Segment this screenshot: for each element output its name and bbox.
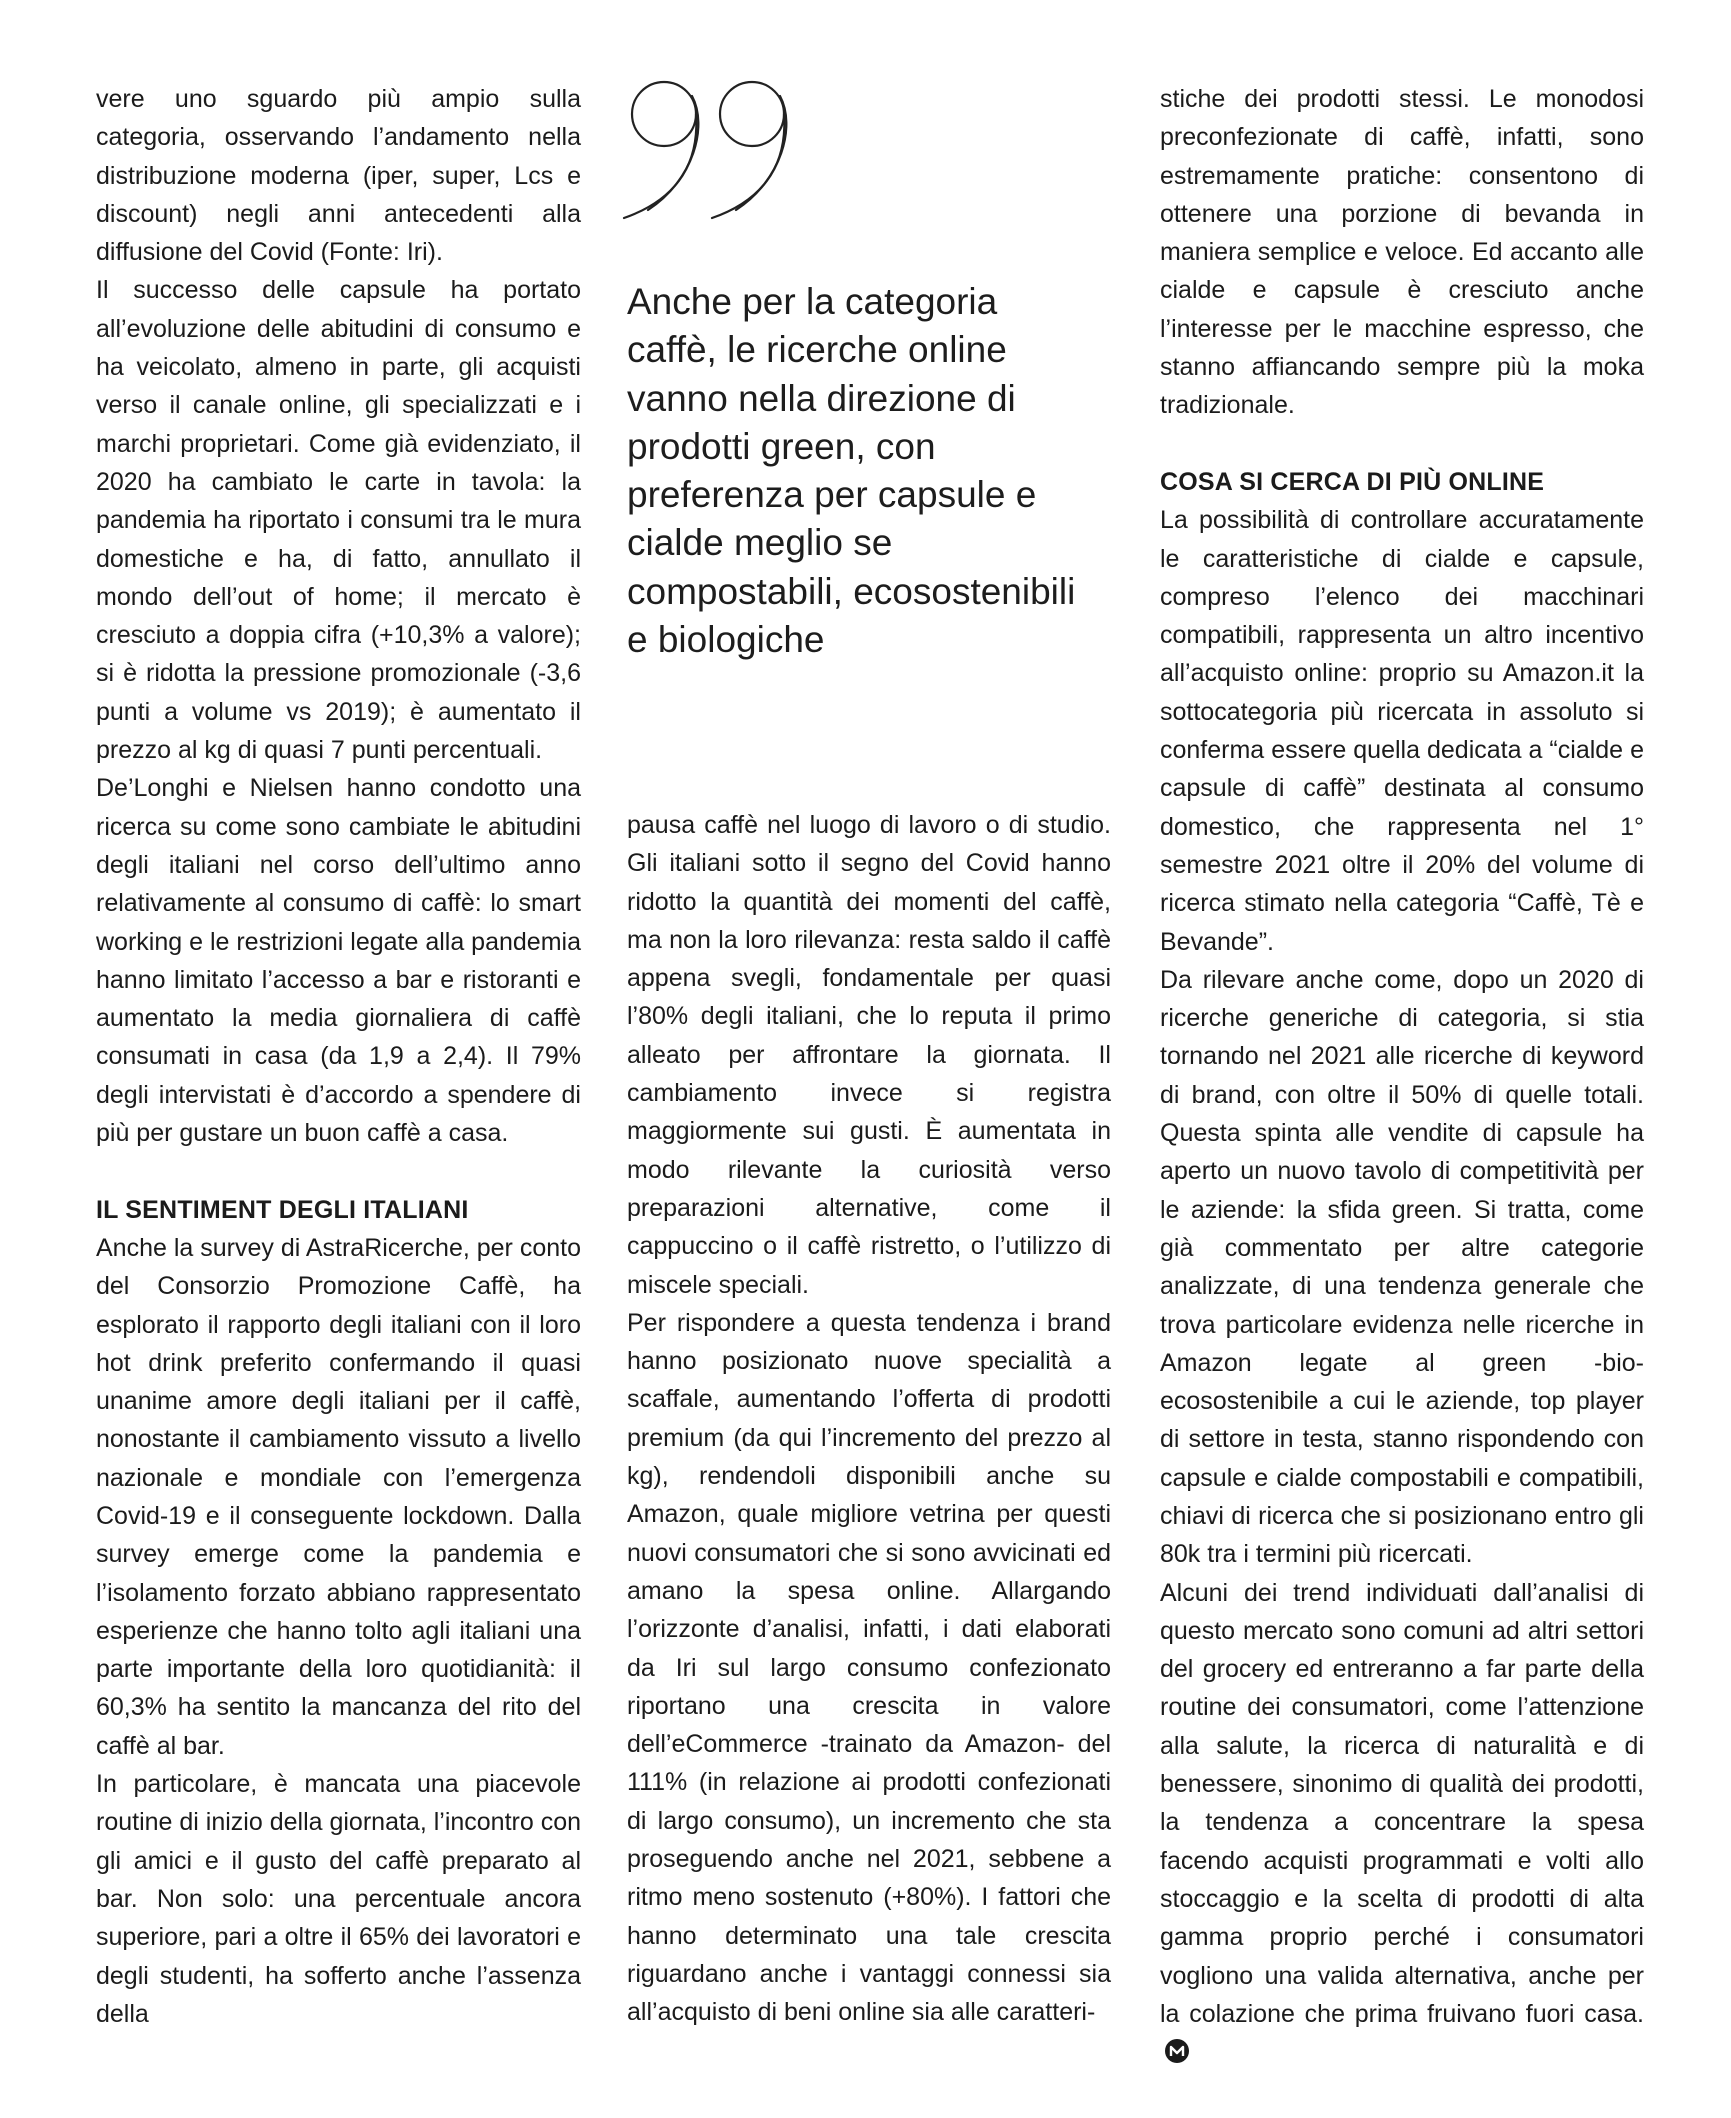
paragraph: De’Longhi e Nielsen hanno condotto una ricerca su come sono cambiate le abitudini degli italiani nel corso dell’ultimo anno relativamente al consumo di caffè: lo smart working e le restrizioni legate alla pandemia hanno limitato l’accesso a bar e ristoranti e aumentato la media giornaliera di caffè consumati in casa (da 1,9 a 2,4). Il 79% degli intervistati è d’accordo a spendere di più per gustare un buon caffè a casa. [96, 774, 581, 1148]
pull-quote: Anche per la categoria caffè, le ricerche online vanno nella direzione di prodotti green, con preferenza per capsule e cialde meglio se compostabili, ecosostenibili e biologiche [627, 281, 1076, 661]
paragraph: Da rilevare anche come, dopo un 2020 di ricerche generiche di categoria, si stia tornando nel 2021 alle ricerche di keyword di brand, con oltre il 50% di quelle totali. Questa spinta alle vendite di capsule ha aperto un nuovo tavolo di competitività per le aziende: la sfida green. Si tratta, come già commentato per altre categorie analizzate, di una tendenza generale che trova particolare evidenza nelle ricerche in Amazon legate al green -bio- ecosostenibile a cui le aziende, top player di settore in testa, stanno rispondendo con capsule e cialde compostabili e compatibili, chiavi di ricerca che si posizionano entro gli 80k tra i termini più ricercati. [1160, 965, 1644, 1569]
paragraph: Per rispondere a questa tendenza i brand hanno posizionato nuove specialità a scaffale, aumentando l’offerta di prodotti premium (da qui l’incremento del prezzo al kg), rendendoli disponibili anche su Amazon, quale migliore vetrina per questi nuovi consumatori che si sono avvicinati ed amano la spesa online. Allargando l’orizzonte d’analisi, infatti, i dati elaborati da Iri sul largo consumo confezionato riportano una crescita in valore dell’eCommerce -trainato da Amazon- del 111% (in relazione ai prodotti confezionati di largo consumo), un incremento che sta proseguendo anche nel 2021, sebbene a ritmo meno sostenuto (+80%). I fattori che hanno determinato una tale crescita riguardano anche i vantaggi connessi sia all’acquisto di beni online sia alle caratteri- [627, 1308, 1111, 2027]
paragraph: pausa caffè nel luogo di lavoro o di studio. Gli italiani sotto il segno del Covid hanno ridotto la quantità dei momenti del caffè, ma non la loro rilevanza: resta saldo il caffè appena svegli, fondamentale per quasi l’80% degli italiani, che lo reputa il primo alleato per affrontare la giornata. Il cambiamento invece si registra maggiormente sui gusti. È aumentata in modo rilevante la curiosità verso preparazioni alternative, come il cappuccino o il caffè ristretto, o l’utilizzo di miscele speciali. [627, 811, 1111, 1299]
paragraph-text: Alcuni dei trend individuati dall’analisi di questo mercato sono comuni ad altri settori del grocery ed entreranno a far parte della routine dei consumatori, come l’attenzione alla salute, la ricerca di naturalità e di benessere, sinonimo di qualità dei prodotti, la tendenza a concentrare la spesa facendo acquisti programmati e volti allo stoccaggio e la scelta di prodotti di alta gamma proprio perché i consumatori vogliono una valida alternativa, anche per la colazione che prima fruivano fuori casa. [1160, 1578, 1644, 2028]
section-heading: COSA SI CERCA DI PIÙ ONLINE [1160, 467, 1545, 496]
paragraph: In particolare, è mancata una piacevole routine di inizio della giornata, l’incontro con gli amici e il gusto del caffè preparato al bar. Non solo: una percentuale ancora superiore, pari a oltre il 65% dei lavoratori e degli studenti, ha sofferto anche l’assenza della [96, 1770, 582, 2028]
article-column-3 [1160, 80, 1644, 2071]
paragraph: La possibilità di controllare accuratamente le caratteristiche di cialde e capsule, compreso l’elenco dei macchinari compatibili, rappresenta un altro incentivo all’acquisto online: proprio su Amazon.it la sottocategoria più ricercata in assoluto si conferma essere quella dedicata a “cialde e capsule di caffè” destinata al consumo domestico, che rappresenta nel 1° semestre 2021 oltre il 20% del volume di ricerca stimato nella categoria “Caffè, Tè e Bevande”. [1160, 506, 1644, 956]
paragraph: stiche dei prodotti stessi. Le monodosi preconfezionate di caffè, infatti, sono estremamente pratiche: consentono di ottenere una porzione di bevanda in maniera semplice e veloce. Ed accanto alle cialde e capsule è cresciuto anche l’interesse per le macchine espresso, che stanno affiancando sempre più la moka tradizionale. [1160, 85, 1644, 420]
closing-quotation-marks-icon [622, 70, 812, 230]
paragraph: Anche la survey di AstraRicerche, per conto del Consorzio Promozione Caffè, ha esplorato il rapporto degli italiani con il loro hot drink preferito confermando il quasi unanime amore degli italiani per il caffè, nonostante il cambiamento vissuto a livello nazionale e mondiale con l’emergenza Covid-19 e il conseguente lockdown. Dalla survey emerge come la pandemia e l’isolamento forzato abbiano rappresentato esperienze che hanno tolto agli italiani una parte importante della loro quotidianità: il 60,3% ha sentito la mancanza del rito del caffè al bar. [96, 1233, 581, 1760]
magazine-logo-end-mark-icon [1164, 2038, 1190, 2064]
article-column-1 [96, 80, 581, 2033]
paragraph: Il successo delle capsule ha portato all’evoluzione delle abitudini di consumo e ha veicolato, almeno in parte, gli acquisti verso il canale online, gli specializzati e i marchi proprietari. Come già evidenziato, il 2020 ha cambiato le carte in tavola: la pandemia ha riportato i consumi tra le mura domestiche e ha, di fatto, annullato il mondo dell’out of home; il mercato è cresciuto a doppia cifra (+10,3% a valore); si è ridotta la pressione promozionale (-3,6 punti a volume vs 2019); è aumentato il prezzo al kg di quasi 7 punti percentuali. [96, 276, 581, 765]
paragraph: vere uno sguardo più ampio sulla categoria, osservando l’andamento nella distribuzione moderna (iper, super, Lcs e discount) negli anni antecedenti alla diffusione del Covid (Fonte: Iri). [96, 85, 581, 267]
section-heading: IL SENTIMENT DEGLI ITALIANI [96, 1195, 469, 1224]
paragraph-last [1160, 1574, 1644, 2072]
article-column-2 [627, 806, 1111, 2032]
